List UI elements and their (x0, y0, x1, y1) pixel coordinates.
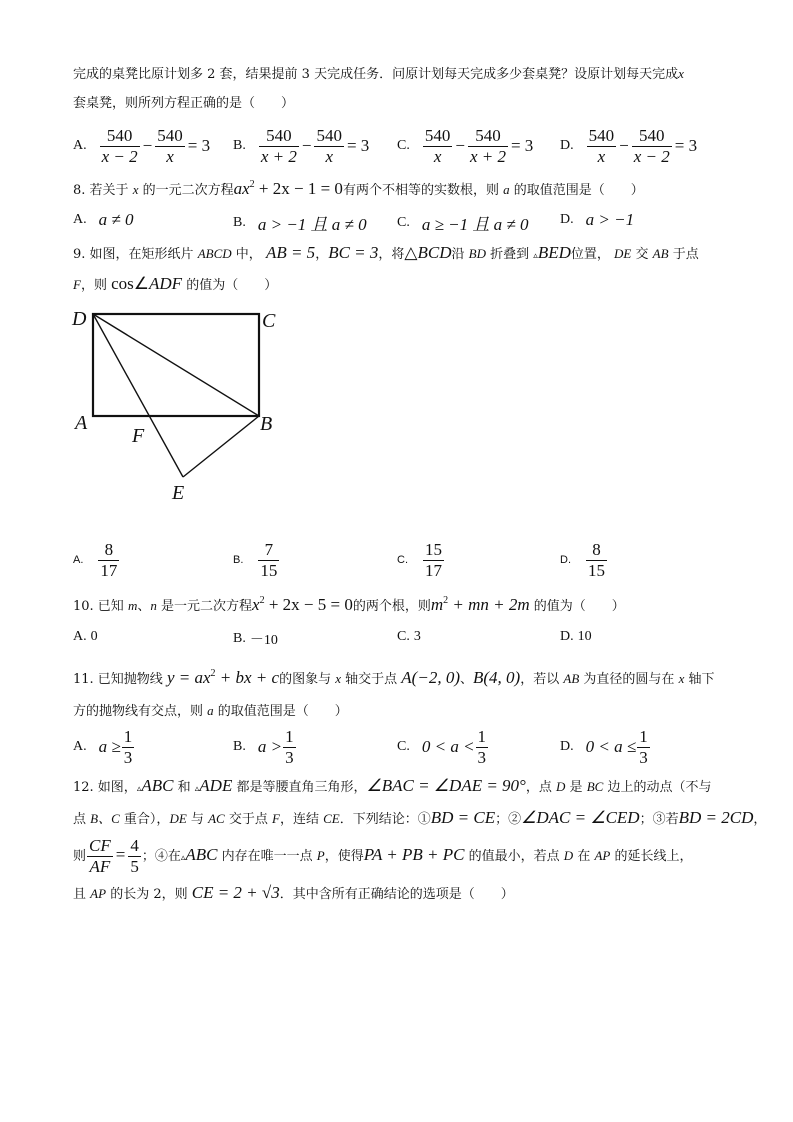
option-rhs: = 3 (674, 136, 698, 155)
segment-de (93, 314, 183, 477)
q10-eq-sup: 2 (259, 595, 265, 606)
q12-ade: ADE (199, 776, 233, 795)
fraction (423, 540, 444, 581)
q9-stem-line1 (73, 244, 699, 265)
q11-text-mid4: 为直径的圆与在 (583, 672, 675, 687)
fraction-numerator: 1 (123, 726, 133, 746)
q11-option-c[interactable] (397, 726, 489, 768)
q12-conclusion-3: BD = 2CD (678, 808, 754, 827)
q12-text-d: ，点 (525, 780, 552, 795)
fraction-denominator: x − 2 (633, 146, 670, 166)
q9-text-b: 中， (235, 247, 262, 262)
option-value: a > −1 (585, 210, 635, 229)
q12-text-2b: 重合）， (123, 812, 170, 827)
option-label: B. (233, 739, 246, 754)
q12-sum: PA + PB + PC (363, 845, 465, 864)
q12-conclusion-1: BD = CE (430, 808, 496, 827)
q12-tri-1: ▵ (136, 784, 142, 794)
q12-fraction-4-5 (128, 836, 141, 877)
fraction (100, 126, 140, 167)
option-value: 0 (90, 629, 98, 644)
option-value: a ≥ −1 且 a ≠ 0 (421, 215, 529, 234)
q7-stem-line1 (73, 65, 684, 84)
minus-sign: − (619, 136, 629, 155)
fraction-numerator: 1 (285, 726, 294, 746)
fraction-numerator: 540 (588, 125, 615, 145)
option-label: D. (560, 629, 574, 644)
q12-text-3d: ，使得 (324, 849, 364, 864)
q9-option-d[interactable] (560, 538, 608, 582)
q12-text-2a: 点 (73, 812, 87, 827)
q12-conclusion-2: ∠DAC = ∠CED (521, 808, 640, 827)
q12-text-2c: 与 (190, 812, 204, 827)
label-a: A (75, 412, 88, 434)
q7-text: 完成的桌凳比原计划多 2 套，结果提前 3 天完成任务．问原计划每天完成多少套桌凳？设原计划每天完成 (73, 67, 679, 82)
q7-text-2: 套桌凳，则所列方程正确的是（ ） (73, 96, 295, 111)
q8-text-mid: 的一元二次方程 (142, 183, 234, 198)
q9-text-e: 折叠到 (490, 247, 530, 262)
option-label: D. (560, 212, 574, 227)
label-c: C (262, 310, 276, 332)
option-relation: a > (257, 737, 283, 756)
option-label: C. (397, 629, 410, 644)
fraction-denominator: x (325, 146, 333, 166)
q12-text-2h: ；③若 (639, 812, 679, 827)
q12-text-2g: ；② (495, 812, 522, 827)
q11-point-b: B(4, 0) (473, 668, 521, 687)
q12-text-f: 边上的动点（不与 (607, 780, 712, 795)
q12-p: P (316, 848, 325, 863)
fraction-numerator: 8 (592, 539, 601, 559)
q12-fraction-cf-af (87, 836, 113, 877)
q12-text-2f: ．下列结论：① (339, 812, 431, 827)
fraction (98, 540, 119, 581)
fraction-denominator: 3 (285, 747, 294, 767)
q9-cos: cos∠ (111, 274, 150, 293)
q12-bc: BC (586, 779, 604, 794)
fraction-numerator: 8 (104, 539, 114, 559)
q11-a: a (207, 703, 214, 718)
q12-de: DE (169, 811, 187, 826)
fraction-numerator: 540 (316, 125, 342, 145)
q12-text: 12. 如图， (73, 780, 137, 795)
q9-abcd: ABCD (197, 246, 232, 261)
fraction (587, 126, 617, 167)
fraction-numerator: 15 (425, 539, 442, 559)
q12-d2: D (563, 848, 574, 863)
q11-sep: 、 (459, 672, 473, 687)
fraction (155, 126, 185, 167)
fraction-numerator: 540 (638, 125, 665, 145)
q10-text-mid: 是一元二次方程 (161, 599, 253, 614)
q12-text-c: 都是等腰直角三角形， (236, 780, 367, 795)
q11-option-d[interactable] (560, 726, 651, 768)
q12-text-4b: 的长为 2，则 (110, 887, 188, 902)
q12-eq: = (115, 845, 126, 864)
option-value: 3 (413, 629, 421, 644)
q7-option-a[interactable] (73, 125, 212, 167)
q7-stem-line2 (73, 95, 294, 113)
q11-point-a: A(−2, 0) (401, 668, 460, 687)
option-rhs: = 3 (510, 136, 534, 155)
minus-sign: − (301, 136, 312, 155)
q9-text-f: 位置， (570, 247, 610, 262)
q9-text-d: 沿 (451, 247, 465, 262)
q12-frac2-num: 4 (130, 836, 139, 855)
option-relation: a ≥ (98, 737, 121, 756)
q10-option-d[interactable] (560, 629, 592, 645)
q9-text: 9. 如图，在矩形纸片 (73, 247, 194, 262)
q12-ce: CE (323, 811, 340, 826)
q12-abc: ABC (141, 776, 174, 795)
fraction-denominator: 15 (260, 560, 278, 580)
q11-eq-sup: 2 (210, 668, 216, 679)
q10-sep: 、 (137, 599, 151, 614)
label-b: B (260, 413, 273, 435)
option-value: a > −1 且 a ≠ 0 (257, 215, 367, 234)
q8-eq-sup: 2 (249, 179, 255, 190)
fraction (283, 727, 296, 768)
q12-text-4a: 且 (73, 887, 87, 902)
q10-text: 10. 已知 (73, 599, 124, 614)
fraction (476, 727, 489, 768)
fraction (632, 126, 672, 167)
label-e: E (172, 482, 185, 504)
q8-text-suffix: 有两个不相等的实数根，则 (342, 183, 499, 198)
q12-tri-3: ▵ (180, 853, 186, 863)
q9-de: DE (614, 246, 632, 261)
q10-expr-m: m (430, 595, 444, 614)
option-label: C. (397, 138, 410, 153)
minus-sign: − (142, 136, 153, 155)
option-label: A. (73, 554, 84, 566)
fraction (314, 126, 344, 167)
q12-f: F (272, 811, 280, 826)
q9-option-a[interactable] (73, 538, 120, 582)
q9-bc-eq: BC = 3 (328, 243, 379, 262)
q9-text-2a: ，则 (80, 278, 107, 293)
q9-triangle-symbol: △ (404, 243, 418, 262)
q8-equation: ax (233, 179, 250, 198)
q11-ab: AB (563, 671, 580, 686)
q12-stem-line4 (73, 884, 514, 904)
q11-stem-line1 (73, 665, 715, 689)
option-label: C. (397, 739, 410, 754)
q12-bc2: B、C (90, 811, 120, 826)
fraction-numerator: 7 (264, 539, 274, 559)
option-label: D. (560, 554, 571, 566)
q12-text-2d: 交于点 (228, 812, 268, 827)
q9-stem-line2 (73, 275, 277, 295)
q12-text-3c: 内存在唯一一点 (221, 849, 313, 864)
option-value: 10 (577, 629, 592, 644)
label-d: D (72, 308, 87, 330)
minus-sign: − (455, 136, 465, 155)
q9-sep: ， (315, 247, 329, 262)
q12-text-b: 和 (177, 780, 191, 795)
fraction (259, 126, 299, 167)
q11-text-2b: 的取值范围是（ ） (217, 704, 348, 719)
q12-text-4c: ．其中含所有正确结论的选项是（ ） (279, 887, 514, 902)
q9-ab: AB (652, 246, 669, 261)
fraction (258, 540, 279, 581)
option-label: B. (233, 138, 246, 153)
q9-text-c: ，将 (378, 247, 405, 262)
q11-text-mid: 的图象与 (279, 672, 332, 687)
q12-text-3b: ；④在 (141, 849, 181, 864)
option-label: D. (560, 739, 574, 754)
fraction-denominator: 3 (639, 747, 648, 767)
q8-var-x: x (132, 182, 139, 197)
option-relation: 0 < a < (421, 737, 475, 756)
q12-frac-num: CF (89, 836, 111, 855)
q9-text-g: 交 (635, 247, 649, 262)
q10-option-a[interactable] (73, 629, 98, 645)
q9-bd: BD (468, 246, 486, 261)
q11-option-a[interactable] (73, 726, 135, 768)
q8-option-b[interactable] (233, 210, 367, 235)
q9-text-h: 于点 (672, 247, 699, 262)
option-label: A. (73, 138, 87, 153)
q11-x: x (335, 671, 341, 686)
q9-text-2b: 的值为（ ） (186, 278, 278, 293)
q12-text-2e: ，连结 (279, 812, 319, 827)
q7-option-c[interactable] (397, 125, 535, 167)
q10-eq-x: x (252, 595, 260, 614)
q9-small-triangle: ▵ (533, 251, 538, 261)
q8-option-a[interactable] (73, 210, 133, 230)
q11-stem-line2 (73, 702, 348, 721)
q10-option-b[interactable] (233, 629, 278, 649)
q11-text-mid3: ，若以 (520, 672, 560, 687)
q8-text-end: 的取值范围是（ ） (513, 183, 644, 198)
q11-text: 11. 已知抛物线 (73, 672, 163, 687)
fraction-numerator: 540 (266, 125, 292, 145)
option-value: a ≠ 0 (98, 210, 134, 229)
q10-expr-sup: 2 (443, 595, 449, 606)
q8-stem (73, 176, 644, 200)
segment-be (183, 416, 259, 477)
option-label: D. (560, 138, 574, 153)
q9-option-b[interactable] (233, 538, 280, 582)
q10-eq-rest: + 2x − 5 = 0 (264, 595, 353, 614)
fraction-numerator: 540 (157, 125, 183, 145)
option-label: B. (233, 554, 244, 566)
q11-eq-rest: + bx + c (215, 668, 280, 687)
option-relation: 0 < a ≤ (585, 737, 637, 756)
fraction-numerator: 540 (424, 125, 451, 145)
q7-option-d[interactable] (560, 125, 699, 167)
q12-ap: AP (594, 848, 611, 863)
q12-frac2-den: 5 (130, 857, 139, 876)
fraction-numerator: 1 (477, 726, 487, 746)
q12-text-2i: ， (753, 812, 767, 827)
q12-text-3g: 的延长线上， (614, 849, 693, 864)
q12-abc2: ABC (185, 845, 218, 864)
q7-option-b[interactable] (233, 125, 371, 167)
q12-tri-2: ▵ (194, 784, 200, 794)
fraction-denominator: x (433, 146, 442, 166)
q12-stem-line2 (73, 809, 766, 829)
q12-text-3f: 在 (577, 849, 591, 864)
q9-f: F (73, 277, 81, 292)
option-label: A. (73, 629, 87, 644)
fraction-denominator: x + 2 (469, 146, 506, 166)
q12-angle-eq: ∠BAC = ∠DAE = 90° (366, 776, 526, 795)
q10-n: n (150, 598, 157, 613)
q12-ap2: AP (90, 886, 107, 901)
fraction-numerator: 1 (639, 726, 648, 746)
q11-x2: x (678, 671, 685, 686)
q11-text-end: 轴下 (688, 672, 715, 687)
fraction-denominator: 15 (588, 560, 605, 580)
q9-option-c[interactable] (397, 538, 445, 582)
segment-db (93, 314, 259, 416)
q10-text-mid2: 的两个根，则 (352, 599, 431, 614)
q9-bed: BED (537, 243, 571, 262)
q12-frac-den: AF (89, 857, 111, 876)
option-label: B. (233, 214, 246, 230)
q11-option-b[interactable] (233, 726, 297, 768)
fraction-denominator: 17 (100, 560, 118, 580)
q12-ac: AC (208, 811, 225, 826)
q10-option-c[interactable] (397, 629, 421, 645)
q12-text-e: 是 (569, 780, 583, 795)
q11-eq: y = ax (166, 668, 211, 687)
q10-text-end: 的值为（ ） (533, 599, 625, 614)
fraction-denominator: 17 (425, 560, 442, 580)
q9-adf: ADF (149, 274, 183, 293)
q8-text: 8. 若关于 (73, 183, 129, 198)
q8-var-a: a (503, 182, 510, 197)
fraction-numerator: 540 (475, 125, 501, 145)
label-f: F (132, 425, 145, 447)
fraction-numerator: 540 (106, 125, 133, 145)
fraction-denominator: x (166, 146, 174, 166)
q10-m: m (127, 598, 138, 613)
fraction-denominator: 3 (477, 747, 487, 767)
q9-ab-eq: AB = 5 (265, 243, 316, 262)
q8-option-c[interactable] (397, 210, 528, 235)
option-label: A. (73, 212, 87, 227)
q12-stem-line3 (73, 835, 693, 878)
q10-stem (73, 592, 625, 616)
fraction (122, 727, 135, 768)
q12-d: D (556, 779, 566, 794)
q7-var-x: x (678, 66, 684, 81)
q8-eq-rest: + 2x − 1 = 0 (254, 179, 343, 198)
option-rhs: = 3 (346, 136, 370, 155)
q12-stem-line1 (73, 777, 711, 798)
fraction (586, 540, 607, 581)
fraction (468, 126, 508, 167)
q10-expr-rest: + mn + 2m (448, 595, 530, 614)
fraction-denominator: x − 2 (101, 146, 138, 166)
option-value: －10 (249, 633, 278, 648)
q12-text-3e: 的值最小，若点 (468, 849, 560, 864)
option-label: A. (73, 739, 87, 754)
fraction-denominator: 3 (123, 747, 133, 767)
fraction (423, 126, 453, 167)
option-label: C. (397, 214, 410, 230)
q11-text-mid2: 轴交于点 (345, 672, 398, 687)
q8-option-d[interactable] (560, 210, 634, 230)
q9-figure (60, 295, 300, 510)
q12-text-3a: 则 (73, 849, 87, 864)
fraction-denominator: x (597, 146, 606, 166)
q9-bcd: BCD (417, 243, 452, 262)
fraction-denominator: x + 2 (260, 146, 297, 166)
q11-text-2a: 方的抛物线有交点，则 (73, 704, 204, 719)
option-label: C. (397, 554, 408, 566)
option-label: B. (233, 631, 246, 646)
fraction (637, 727, 650, 768)
q12-ce-eq: CE = 2 + √3 (191, 883, 280, 902)
option-rhs: = 3 (187, 136, 211, 155)
